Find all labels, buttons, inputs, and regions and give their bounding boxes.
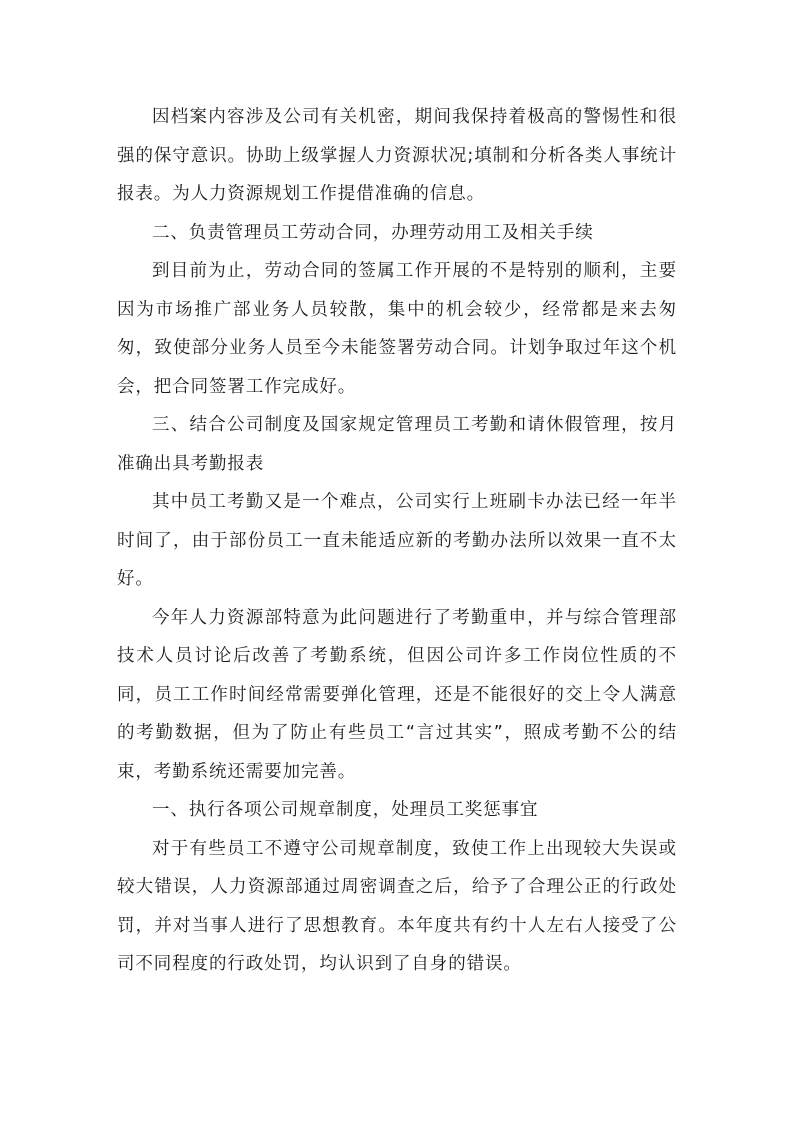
paragraph: 因档案内容涉及公司有关机密，期间我保持着极高的警惕性和很强的保守意识。协助上级掌握人力资源状况;填制和分析各类人事统计报表。为人力资源规划工作提借准确的信息。 — [117, 107, 677, 204]
section-heading: 一、执行各项公司规章制度，处理员工奖惩事宜 — [152, 800, 539, 820]
paragraph: 今年人力资源部特意为此问题进行了考勤重申，并与综合管理部技术人员讨论后改善了考勤系统，但因公司许多工作岗位性质的不同，员工工作时间经常需要弹化管理，还是不能很好的交上令人满意的考勤数据，但为了防止有些员工“言过其实”，照成考勤不公的结束，考勤系统还需要加完善。 — [117, 607, 677, 782]
paragraph: 对于有些员工不遵守公司规章制度，致使工作上出现较大失误或较大错误，人力资源部通过周密调查之后，给予了合理公正的行政处罚，并对当事人进行了思想教育。本年度共有约十人左右人接受了公司不同程度的行政处罚，均认识到了自身的错误。 — [117, 838, 677, 974]
paragraph: 其中员工考勤又是一个难点，公司实行上班刷卡办法已经一年半时间了，由于部份员工一直未能适应新的考勤办法所以效果一直不太好。 — [117, 492, 677, 589]
document-body — [117, 98, 677, 984]
section-heading: 二、负责管理员工劳动合同，办理劳动用工及相关手续 — [152, 222, 594, 243]
section-heading: 三、结合公司制度及国家规定管理员工考勤和请休假管理，按月准确出具考勤报表 — [117, 415, 677, 474]
paragraph: 到目前为止，劳动合同的签属工作开展的不是特别的顺利，主要因为市场推广部业务人员较散，集中的机会较少，经常都是来去匆匆，致使部分业务人员至今未能签署劳动合同。计划争取过年这个机会，把合同签署工作完成好。 — [117, 261, 677, 397]
